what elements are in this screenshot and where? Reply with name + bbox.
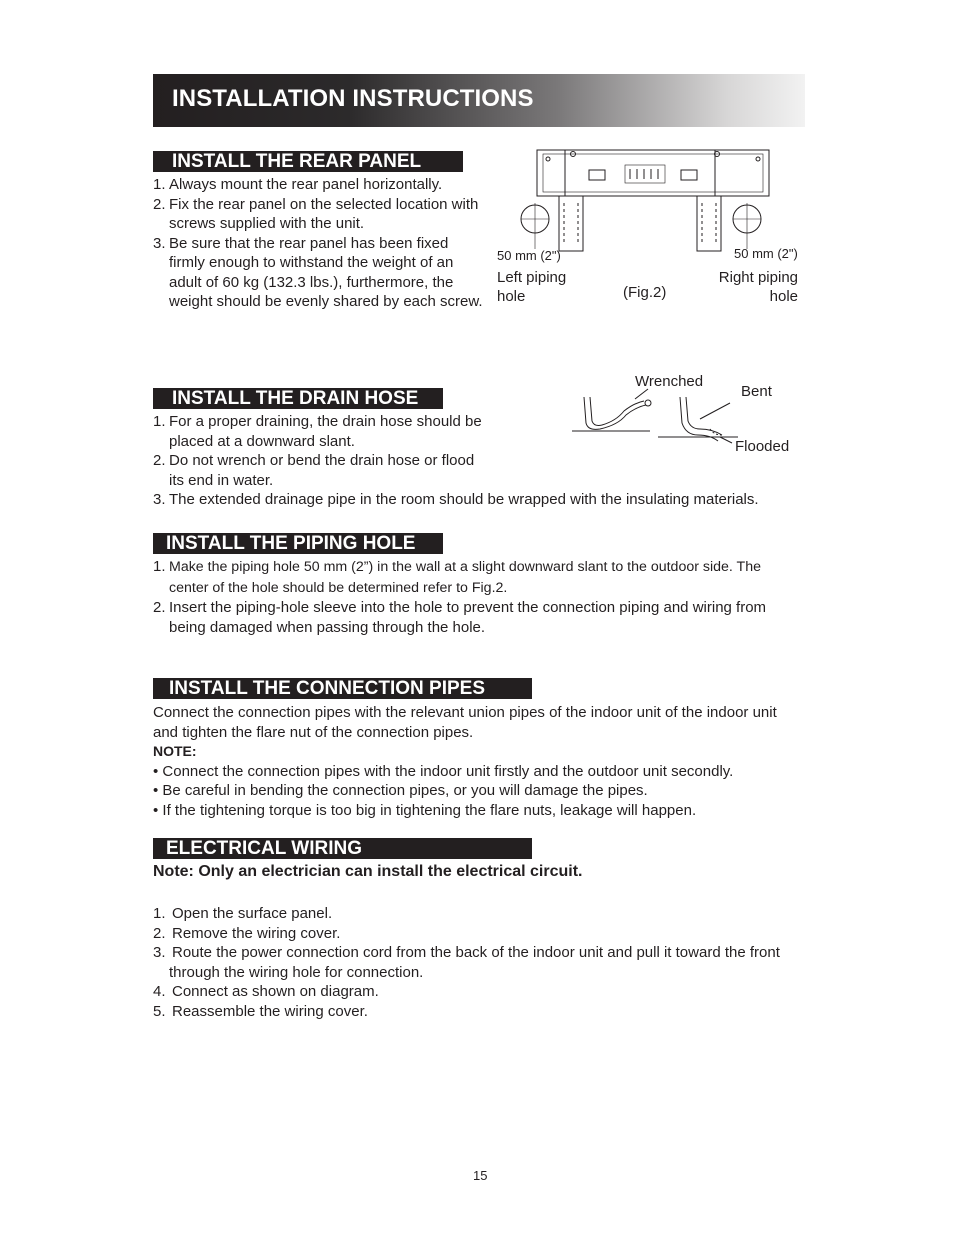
item-text: Always mount the rear panel horizontally. — [169, 176, 443, 193]
item-number: 1. — [153, 176, 166, 193]
rear-panel-diagram — [515, 145, 800, 260]
item-text: Connect as shown on diagram. — [172, 983, 379, 1000]
note-label: NOTE: — [153, 743, 197, 759]
wrenched-label: Wrenched — [635, 373, 704, 390]
item-text: For a proper draining, the drain hose should be placed at a downward slant. — [169, 413, 482, 450]
item-number: 3. — [153, 234, 166, 252]
item-text: Be sure that the rear panel has been fixed firmly enough to withstand the weight of an adult of 60 kg (132.3 lbs.), furthermore, the weight should be evenly shared by each screw. — [169, 234, 483, 310]
item-number: 5. — [153, 1002, 166, 1020]
item-number: 1. — [153, 905, 166, 922]
section-heading-piping-hole: INSTALL THE PIPING HOLE — [153, 533, 443, 554]
item-number: 2. — [153, 195, 166, 213]
item-text: Fix the rear panel on the selected location with screws supplied with the unit. — [169, 195, 479, 232]
electrician-note: Note: Only an electrician can install the electrical circuit. — [153, 863, 583, 880]
list-item — [153, 234, 483, 312]
list-item — [153, 924, 803, 944]
bullet-item: • Be careful in bending the connection pipes, or you will damage the pipes. — [153, 782, 648, 799]
list-item — [153, 943, 803, 982]
bullet-item: • If the tightening torque is too big in tightening the flare nuts, leakage will happen. — [153, 801, 697, 819]
list-item — [153, 904, 803, 924]
bent-label: Bent — [741, 383, 772, 400]
piping-hole-list — [153, 557, 803, 637]
item-number: 1. — [153, 558, 166, 575]
list-item — [153, 598, 803, 637]
connection-pipes-intro: Connect the connection pipes with the relevant union pipes of the indoor unit of the indoor unit and tighten the flare nut of the connection pipes. — [153, 704, 777, 741]
item-number: 3. — [153, 491, 166, 508]
item-number: 1. — [153, 413, 166, 430]
list-item — [153, 982, 803, 1002]
list-item — [153, 490, 803, 510]
flooded-label: Flooded — [735, 438, 790, 455]
item-number: 2. — [153, 452, 166, 469]
item-number: 4. — [153, 983, 166, 1000]
section-heading-rear-panel: INSTALL THE REAR PANEL — [153, 151, 463, 172]
section-heading-connection-pipes: INSTALL THE CONNECTION PIPES — [153, 678, 532, 699]
item-number: 2. — [153, 599, 166, 616]
item-text: Route the power connection cord from the back of the indoor unit and pull it toward the front through the wiring hole for connection. — [169, 944, 780, 981]
item-number: 2. — [153, 924, 166, 942]
connection-pipes-block — [153, 703, 803, 820]
list-item — [153, 175, 483, 195]
item-text: Remove the wiring cover. — [172, 924, 341, 942]
list-item — [153, 412, 529, 451]
item-text: Insert the piping-hole sleeve into the hole to prevent the connection piping and wiring from being damaged when passing through the hole. — [169, 599, 767, 636]
item-text: Make the piping hole 50 mm (2”) in the wall at a slight downward slant to the outdoor side. The center of the hole should be determined refer to Fig.2. — [169, 559, 761, 596]
item-text: The extended drainage pipe in the room should be wrapped with the insulating materials. — [169, 491, 759, 508]
figure-caption: (Fig.2) — [623, 284, 667, 301]
list-item — [153, 1002, 803, 1022]
bullet-item: • Connect the connection pipes with the indoor unit firstly and the outdoor unit secondly. — [153, 762, 734, 780]
rear-panel-list — [153, 175, 483, 312]
page-title: INSTALLATION INSTRUCTIONS — [172, 85, 534, 112]
section-heading-drain-hose: INSTALL THE DRAIN HOSE — [153, 388, 443, 409]
item-text: Open the surface panel. — [172, 905, 333, 922]
electrical-list — [153, 904, 803, 1021]
left-dimension-label: 50 mm (2") — [497, 248, 561, 263]
item-text: Reassemble the wiring cover. — [172, 1002, 368, 1020]
right-dimension-label: 50 mm (2") — [734, 246, 798, 261]
list-item — [153, 557, 803, 598]
drain-hose-diagram — [570, 385, 740, 445]
item-text: Do not wrench or bend the drain hose or flood its end in water. — [169, 452, 475, 489]
page-number: 15 — [473, 1168, 488, 1183]
left-piping-hole-label: Left piping hole — [497, 269, 567, 305]
item-number: 3. — [153, 944, 166, 961]
section-heading-electrical-wiring: ELECTRICAL WIRING — [153, 838, 532, 859]
list-item — [153, 195, 483, 234]
list-item — [153, 451, 489, 490]
header-banner — [153, 74, 805, 127]
right-piping-hole-label: Right piping hole — [718, 269, 798, 305]
